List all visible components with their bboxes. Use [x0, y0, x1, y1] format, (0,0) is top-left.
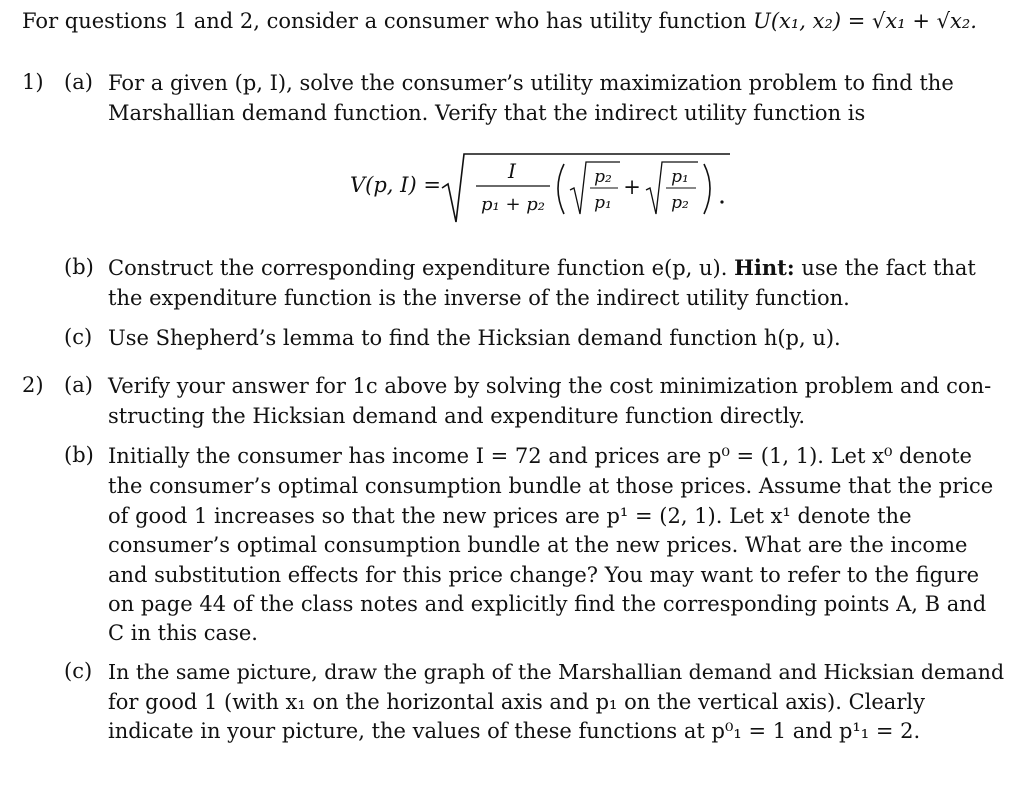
equation-lhs: V(p, I) = [350, 173, 441, 197]
question-1-number: 1) [22, 70, 44, 94]
q2b-line-1: Initially the consumer has income I = 72 and prices are p⁰ = (1, 1). Let x⁰ denote [108, 444, 972, 468]
equation-period [720, 200, 723, 203]
utility-formula: U(x₁, x₂) = √x₁ + √x₂. [753, 9, 977, 33]
left-paren [558, 164, 564, 214]
q1b-text: Construct the corresponding expenditure function e(p, u). [108, 256, 728, 280]
ratio1-numerator: p₂ [594, 167, 612, 187]
q2c-line-1: In the same picture, draw the graph of the Marshallian demand and Hicksian demand [108, 660, 1005, 684]
q2a-line-2: structing the Hicksian demand and expenditure function directly. [108, 404, 806, 428]
q2b-line-2: the consumer’s optimal consumption bundle at those prices. Assume that the price [108, 474, 994, 498]
q2b-line-5: and substitution effects for this price change? You may want to refer to the figure [108, 563, 980, 587]
indirect-utility-equation [330, 148, 750, 228]
intro-line [22, 8, 977, 34]
q2c-line-3: indicate in your picture, the values of these functions at p⁰₁ = 1 and p¹₁ = 2. [108, 719, 921, 743]
q1b-label: (b) [64, 255, 94, 279]
ratio2-numerator: p₁ [671, 167, 689, 187]
q2a-label: (a) [64, 373, 93, 397]
q2b-line-7: C in this case. [108, 621, 258, 645]
q1a-line-1: For a given (p, I), solve the consumer’s utility maximization problem to find the [108, 71, 954, 95]
q2b-line-6: on page 44 of the class notes and explicitly find the corresponding points A, B and [108, 592, 987, 616]
q1c-line-1: Use Shepherd’s lemma to find the Hicksian demand function h(p, u). [108, 326, 841, 350]
frac-denominator: p₁ + p₂ [480, 194, 546, 215]
q1b-line-2: the expenditure function is the inverse of the indirect utility function. [108, 286, 850, 310]
intro-text: For questions 1 and 2, consider a consumer who has utility function [22, 9, 747, 33]
q1b-line-1 [108, 255, 976, 281]
q2b-line-4: consumer’s optimal consumption bundle at the new prices. What are the income [108, 533, 968, 557]
q1c-label: (c) [64, 325, 93, 349]
frac-numerator: I [508, 159, 516, 183]
ratio2-denominator: p₂ [671, 193, 689, 213]
q2b-line-3: of good 1 increases so that the new prices are p¹ = (2, 1). Let x¹ denote the [108, 504, 912, 528]
q2c-line-2: for good 1 (with x₁ on the horizontal axis and p₁ on the vertical axis). Clearly [108, 690, 925, 714]
question-2-number: 2) [22, 373, 44, 397]
q1a-label: (a) [64, 70, 93, 94]
right-paren [704, 164, 710, 214]
q1b-text-cont: use the fact that [801, 256, 976, 280]
q2c-label: (c) [64, 659, 93, 683]
ratio1-denominator: p₁ [594, 193, 612, 213]
q2b-label: (b) [64, 443, 94, 467]
q1a-line-2: Marshallian demand function. Verify that the indirect utility function is [108, 101, 866, 125]
hint-label: Hint: [734, 255, 795, 280]
q2a-line-1: Verify your answer for 1c above by solving the cost minimization problem and con- [108, 374, 992, 398]
plus-sign: + [623, 175, 641, 199]
